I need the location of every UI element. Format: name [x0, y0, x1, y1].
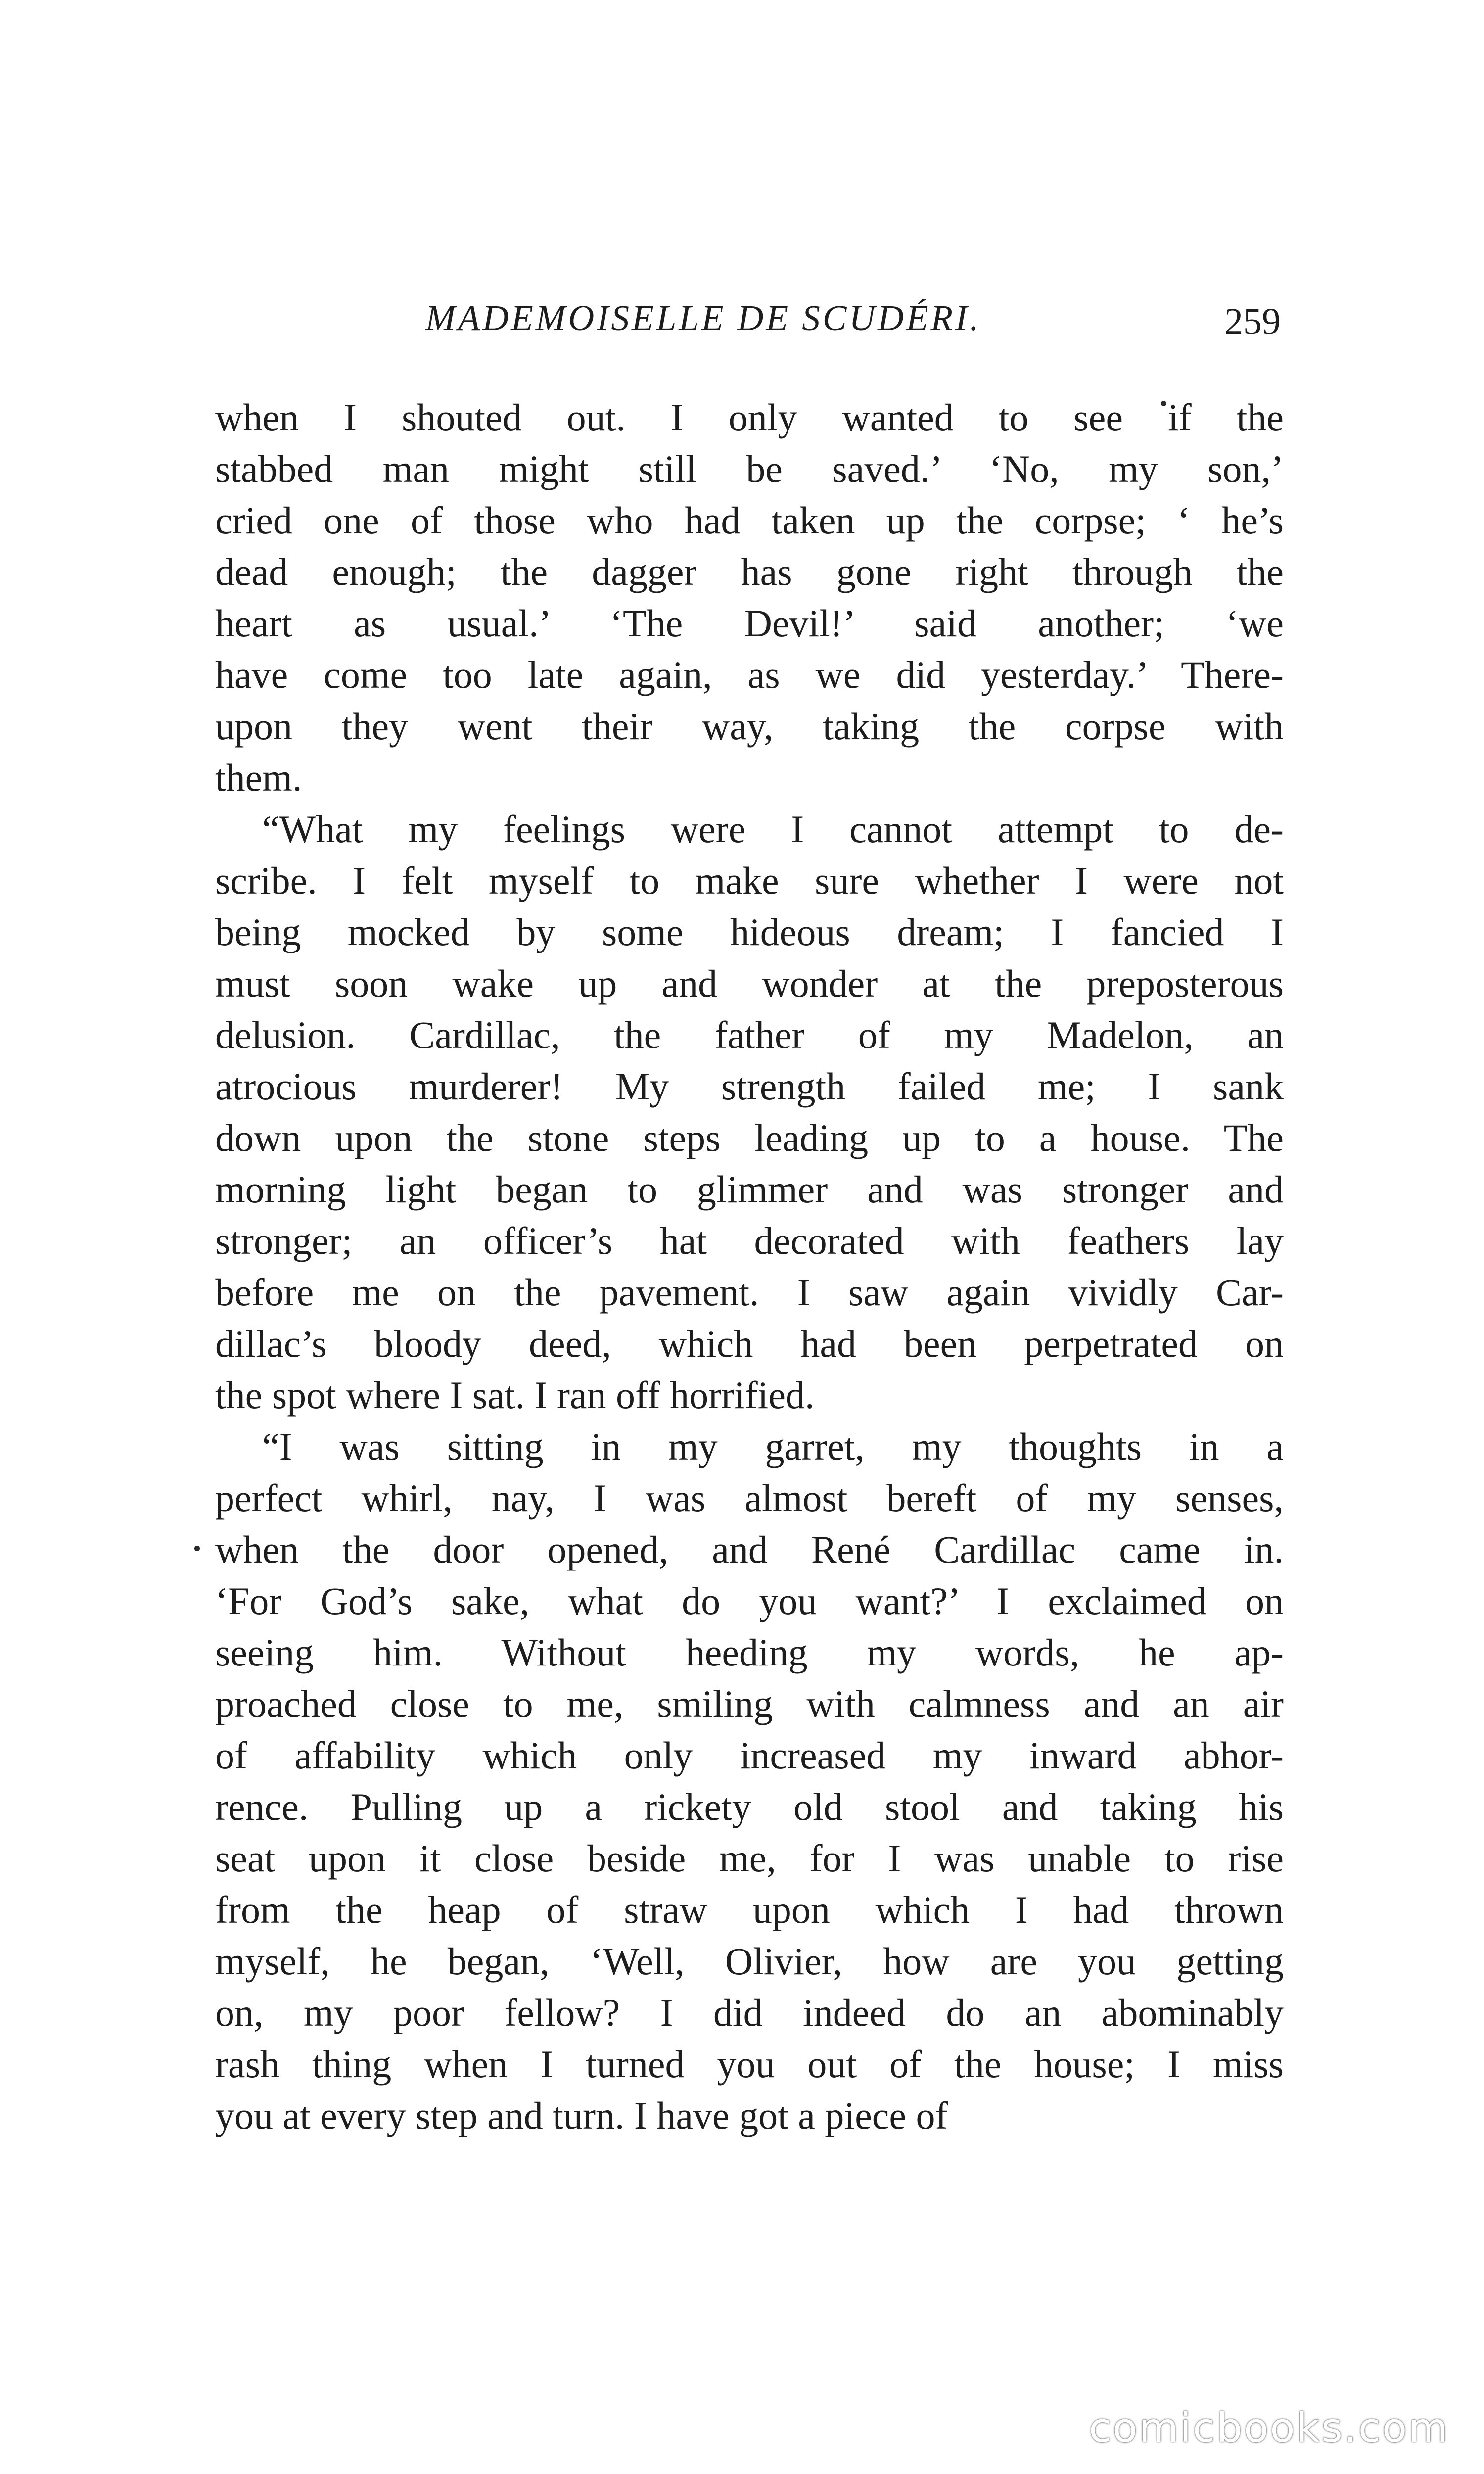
text-line: of affability which only increased my inward abhor-: [215, 1734, 1284, 1777]
text-line: scribe. I felt myself to make sure whether I were not: [215, 859, 1284, 902]
body-text: [215, 392, 1284, 2141]
text-line: seat upon it close beside me, for I was unable to rise: [215, 1837, 1284, 1880]
text-line: being mocked by some hideous dream; I fancied I: [215, 910, 1284, 953]
text-line: from the heap of straw upon which I had thrown: [215, 1888, 1284, 1931]
text-line: them.: [215, 756, 302, 799]
text-line: stabbed man might still be saved.’ ‘No, my son,’: [215, 447, 1284, 490]
text-line: stronger; an officer’s hat decorated with feathers lay: [215, 1219, 1284, 1262]
text-line: before me on the pavement. I saw again vividly Car-: [215, 1271, 1284, 1314]
text-line: when the door opened, and René Cardillac came in.: [215, 1528, 1284, 1571]
text-line: rence. Pulling up a rickety old stool and taking his: [215, 1785, 1284, 1828]
text-line: “I was sitting in my garret, my thoughts in a: [262, 1425, 1284, 1468]
text-line: cried one of those who had taken up the corpse; ‘ he’s: [215, 499, 1284, 542]
text-line: rash thing when I turned you out of the house; I miss: [215, 2043, 1284, 2086]
text-line: dillac’s bloody deed, which had been perpetrated on: [215, 1322, 1284, 1365]
text-line: seeing him. Without heeding my words, he ap-: [215, 1631, 1284, 1674]
watermark-logo: comicbooks.com: [1089, 2405, 1449, 2452]
text-line: morning light began to glimmer and was stronger and: [215, 1168, 1284, 1211]
page-number: 259: [1224, 301, 1281, 342]
text-line: down upon the stone steps leading up to a house. The: [215, 1116, 1284, 1159]
text-line: the spot where I sat. I ran off horrified.: [215, 1374, 815, 1417]
text-line: you at every step and turn. I have got a piece of: [215, 2094, 948, 2137]
text-line: perfect whirl, nay, I was almost bereft of my senses,: [215, 1476, 1284, 1520]
ink-speck: [194, 1546, 200, 1551]
text-line: have come too late again, as we did yesterday.’ There-: [215, 653, 1284, 696]
text-line: proached close to me, smiling with calmness and an air: [215, 1682, 1284, 1725]
text-line: when I shouted out. I only wanted to see if the: [215, 396, 1284, 439]
text-line: delusion. Cardillac, the father of my Madelon, an: [215, 1013, 1284, 1056]
running-head-title: MADEMOISELLE DE SCUDÉRI.: [425, 298, 981, 338]
text-line: ‘For God’s sake, what do you want?’ I exclaimed on: [215, 1579, 1284, 1622]
text-line: upon they went their way, taking the corpse with: [215, 705, 1284, 748]
text-line: on, my poor fellow? I did indeed do an abominably: [215, 1991, 1284, 2034]
text-line: dead enough; the dagger has gone right through the: [215, 550, 1284, 593]
text-line: “What my feelings were I cannot attempt to de-: [262, 808, 1284, 851]
text-line: atrocious murderer! My strength failed me; I sank: [215, 1065, 1284, 1108]
text-line: myself, he began, ‘Well, Olivier, how are you getting: [215, 1940, 1284, 1983]
text-line: heart as usual.’ ‘The Devil!’ said another; ‘we: [215, 602, 1284, 645]
text-line: must soon wake up and wonder at the preposterous: [215, 962, 1284, 1005]
